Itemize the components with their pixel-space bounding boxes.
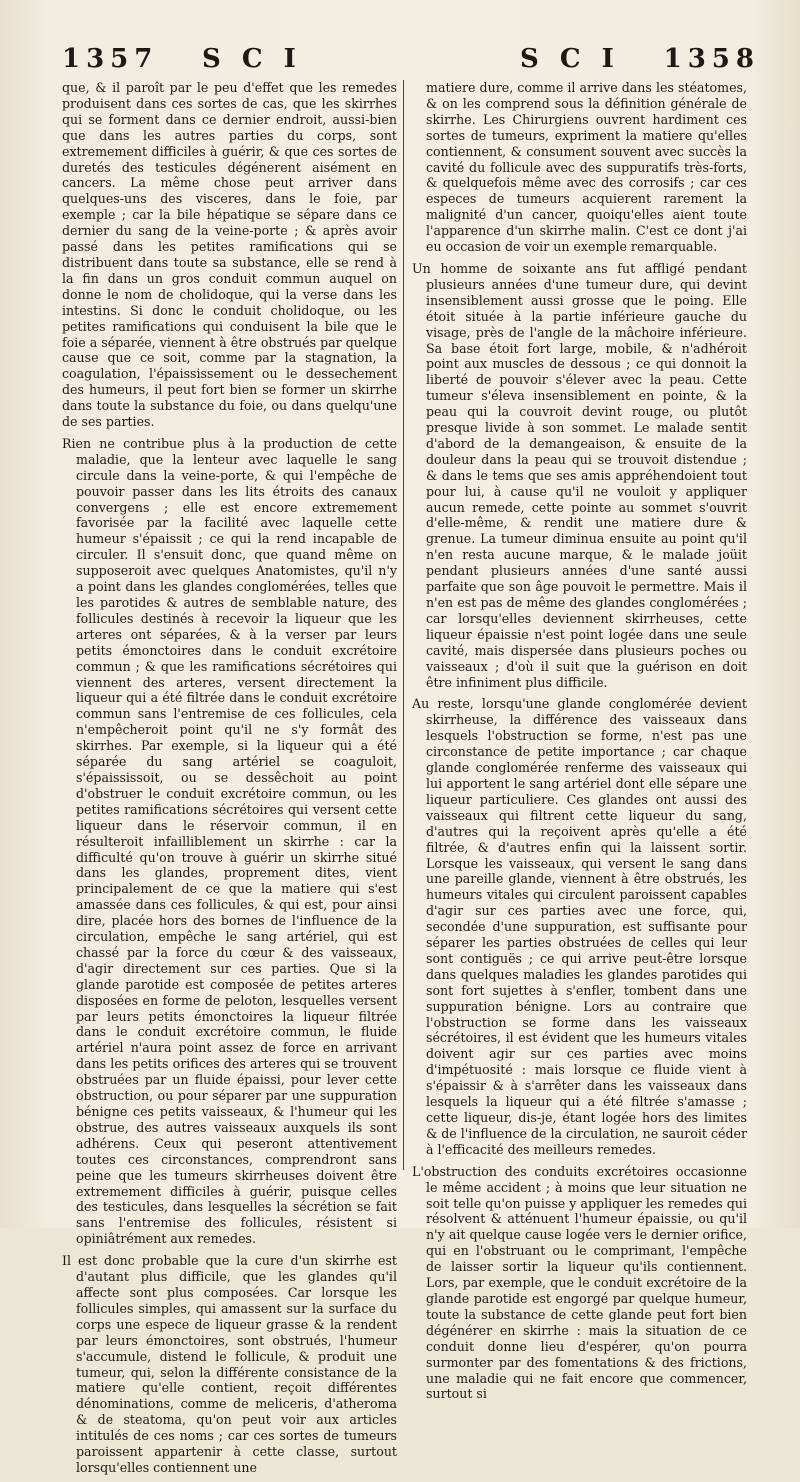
paragraph: L'obstruction des conduits excrétoires occasionne le même accident ; à moins que leur situation ne soit telle qu'on puisse y appliquer les remedes qui résolvent & atténuent l'humeur épaissie, ou qu'il n'y ait quelque cause logée vers le dernier orifice, qui en l'obstruant ou le comprimant, l'empêche de laisser sortir la liqueur qu'ils contiennent. Lors, par exemple, que le conduit excrétoire de la glande parotide est engorgé par quelque humeur, toute la substance de cette glande peut fort bien dégénérer en skirrhe : mais la situation de ce conduit donne lieu d'espérer, qu'on pourra surmonter par des fomentations & des frictions, une maladie qui ne fait encore que commencer, surtout si [412,1163,747,1402]
page-number-right: 1358 [663,44,760,74]
running-title-right: S C I [520,44,620,74]
running-title-left: S C I [202,44,302,74]
paragraph: Au reste, lorsqu'une glande conglomérée devient skirrheuse, la différence des vaisseaux dans lesquels l'obstruction se forme, n'est pas une circonstance de petite importance ; car chaque glande conglomérée renferme des vaisseaux qui lui apportent le sang artériel dont elle sépare une liqueur particuliere. Ces glandes ont aussi des vaisseaux qui filtrent cette liqueur du sang, d'autres qui la reçoivent après qu'elle a été filtrée, & d'autres enfin qui la laissent sortir. Lorsque les vaisseaux, qui versent le sang dans une pareille glande, viennent à être obstrués, les humeurs vitales qui circulent paroissent capables d'agir sur ces parties avec une force, qui, secondée d'une suppuration, est suffisante pour séparer les parties obstruées de celles qui leur sont contiguës ; ce qui arrive peut-être lorsque dans quelques maladies les glandes parotides qui sont fort sujettes à s'enfler, tombent dans une suppuration bénigne. Lors au contraire que l'obstruction se forme dans les vaisseaux sécrétoires, il est évident que les humeurs vitales doivent agir sur ces parties avec moins d'impétuosité : mais lorsque ce fluide vient à s'épaissir & à s'arrêter dans les vaisseaux dans lesquels la liqueur qui a été filtrée s'amasse ; cette liqueur, dis-je, étant logée hors des limites & de l'influence de la circulation, ne sauroit céder à l'efficacité des meilleurs remedes. [412,696,747,1157]
page-number-left: 1357 [62,44,159,74]
left-column [62,80,397,1482]
right-column [412,80,747,1408]
paragraph: Il est donc probable que la cure d'un skirrhe est d'autant plus difficile, que les glandes qu'il affecte sont plus composées. Car lorsque les follicules simples, qui amassent sur la surface du corps une espece de liqueur grasse & la rendent par leurs émonctoires, sont obstrués, l'humeur s'accumule, distend le follicule, & produit une tumeur, qui, selon la différente consistance de la matiere qu'elle contient, reçoit différentes dénominations, comme de meliceris, d'atheroma & de steatoma, qu'on peut voir aux articles intitulés de ces noms ; car ces sortes de tumeurs paroissent appartenir à cette classe, surtout lorsqu'elles contiennent une [62,1253,397,1475]
text-columns [62,80,782,1475]
paragraph: matiere dure, comme il arrive dans les stéatomes, & on les comprend sous la définition générale de skirrhe. Les Chirurgiens ouvrent hardiment ces sortes de tumeurs, expriment la matiere qu'elles contiennent, & consument souvent avec succès la cavité du follicule avec des suppuratifs très-forts, & quelquefois même avec des corrosifs ; car ces especes de tumeurs acquierent rarement la malignité d'un cancer, quoiqu'elles aient toute l'apparence d'un skirrhe malin. C'est ce dont j'ai eu occasion de voir un exemple remarquable. [426,80,747,255]
paragraph: que, & il paroît par le peu d'effet que les remedes produisent dans ces sortes de cas, que les skirrhes qui se forment dans ce dernier endroit, aussi-bien que dans les autres parties du corps, sont extremement difficiles à guérir, & que ces sortes de duretés des testicules dégénerent aisément en cancers. La même chose peut arriver dans quelques-uns des visceres, dans le foie, par exemple ; car la bile hépatique se sépare dans ce dernier du sang de la veine-porte ; & après avoir passé dans les petites ramifications qui se distribuent dans toute sa substance, elle se rend à la fin dans un gros conduit commun auquel on donne le nom de cholidoque, qui la verse dans les intestins. Si donc le conduit cholidoque, ou les petites ramifications qui conduisent la bile que le foie a séparée, viennent à être obstrués par quelque cause que ce soit, comme par la stagnation, la coagulation, l'épaississement ou le dessechement des humeurs, il peut fort bien se former un skirrhe dans toute la substance du foie, ou dans quelqu'une de ses parties. [62,80,397,430]
running-head [62,44,760,78]
paragraph: Un homme de soixante ans fut affligé pendant plusieurs années d'une tumeur dure, qui devint insensiblement aussi grosse que le poing. Elle étoit située à la partie inférieure gauche du visage, près de l'angle de la mâchoire inférieure. Sa base étoit fort large, mobile, & n'adhéroit point aux muscles de dessous ; ce qui donnoit la liberté de pouvoir s'élever avec la peau. Cette tumeur s'éleva insensiblement en pointe, & la peau qui la couvroit devint rouge, ou plutôt presque livide à son sommet. Le malade sentit d'abord de la demangeaison, & ensuite de la douleur dans la peau qui se trouvoit distendue ; & dans le tems que ses amis appréhendoient tout pour lui, à cause qu'il ne vouloit y appliquer aucun remede, cette pointe au sommet s'ouvrit d'elle-même, & rendit une matiere dure & grenue. La tumeur diminua ensuite au point qu'il n'en resta aucune marque, & le malade joüit pendant plusieurs années d'une santé aussi parfaite que son âge pouvoit le permettre. Mais il n'en est pas de même des glandes conglomérées ; car lorsqu'elles deviennent skirrheuses, cette liqueur épaissie n'est point logée dans une seule cavité, mais dispersée dans plusieurs poches ou vaisseaux ; d'où il suit que la guérison en doit être infiniment plus difficile. [412,260,747,690]
paragraph: Rien ne contribue plus à la production de cette maladie, que la lenteur avec laquelle le sang circule dans la veine-porte, & qui l'empêche de pouvoir passer dans les lits étroits des canaux convergens ; elle est encore extremement favorisée par la facilité avec laquelle cette humeur s'épaissit ; ce qui la rend incapable de circuler. Il s'ensuit donc, que quand même on supposeroit avec quelques Anatomistes, qu'il n'y a point dans les glandes conglomérées, telles que les parotides & autres de semblable nature, des follicules destinés à recevoir la liqueur que les arteres ont séparées, & à la verser par leurs petits émonctoires dans le conduit excrétoire commun ; & que les ramifications sécrétoires qui viennent des arteres, versent directement la liqueur qui a été filtrée dans le conduit excrétoire commun sans l'entremise de ces follicules, cela n'empêcheroit point qu'il ne s'y formât des skirrhes. Par exemple, si la liqueur qui a été séparée du sang artériel se coaguloit, s'épaississoit, ou se dessêchoit au point d'obstruer le conduit excrétoire commun, ou les petites ramifications sécrétoires qui versent cette liqueur dans le réservoir commun, il en résulteroit infailliblement un skirrhe : car la difficulté qu'on trouve à guérir un skirrhe situé dans les glandes, proprement dites, vient principalement de ce que la matiere qui s'est amassée dans ces follicules, & qui est, pour ainsi dire, placée hors des bornes de l'influence de la circulation, empêche le sang artériel, qui est chassé par la force du cœur & des vaisseaux, d'agir directement sur ces parties. Que si la glande parotide est composée de petites arteres disposées en forme de peloton, lesquelles versent par leurs petits émonctoires la liqueur filtrée dans le conduit excrétoire commun, le fluide artériel n'aura point assez de force en arrivant dans les petits orifices des arteres qui se trouvent obstruées par un fluide épaissi, pour lever cette obstruction, ou pour séparer par une suppuration bénigne ces petits vaisseaux, & l'humeur qui les obstrue, des autres vaisseaux auxquels ils sont adhérens. Ceux qui peseront attentivement toutes ces circonstances, comprendront sans peine que les tumeurs skirrheuses doivent être extremement difficiles à guérir, puisque celles des testicules, dans lesquelles la sécrétion se fait sans l'entremise des follicules, résistent si opiniâtrément aux remedes. [62,435,397,1247]
